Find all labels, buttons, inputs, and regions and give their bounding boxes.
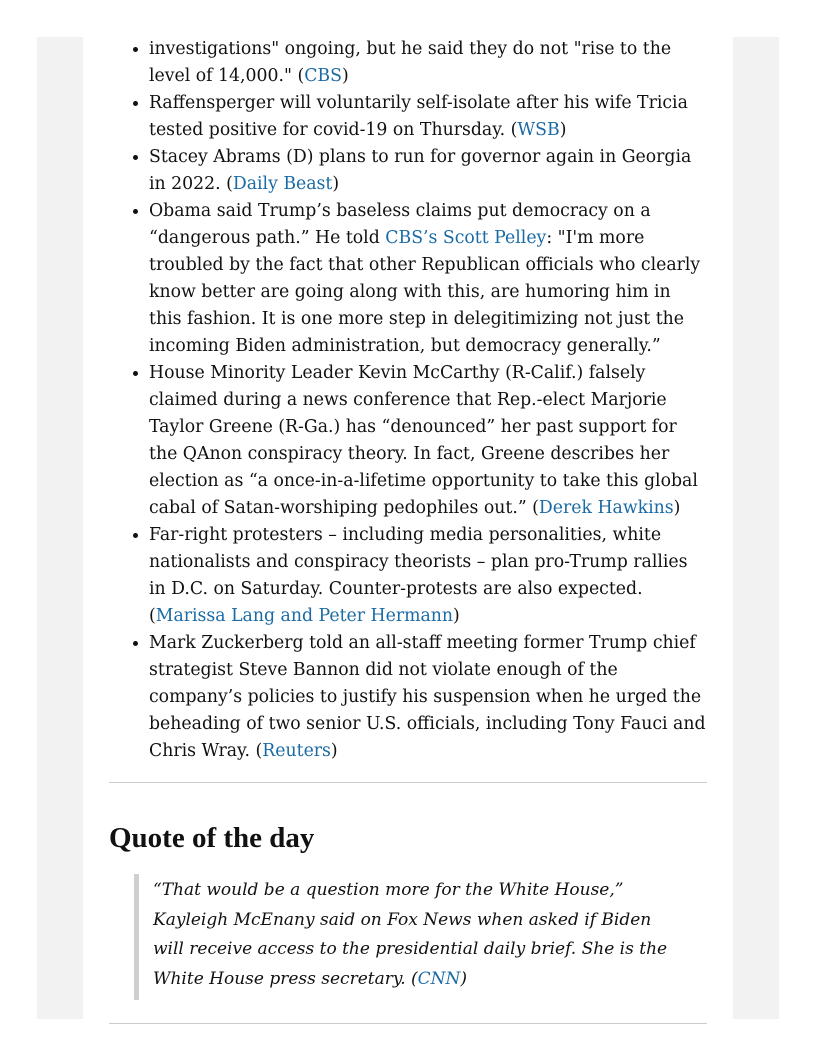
bullet-text: Stacey Abrams (D) plans to run for governor again in Georgia in 2022. ( bbox=[149, 147, 692, 194]
source-link-daily-beast[interactable]: Daily Beast bbox=[232, 174, 333, 194]
source-link-wsb[interactable]: WSB bbox=[517, 120, 560, 140]
quote-section-title: Quote of the day bbox=[109, 822, 315, 854]
list-item bbox=[149, 360, 707, 522]
quote-of-the-day bbox=[134, 874, 673, 1000]
source-link-derek-hawkins[interactable]: Derek Hawkins bbox=[538, 498, 674, 518]
bullet-text: Obama said Trump’s baseless claims put democracy on a “dangerous path.” He told bbox=[149, 201, 651, 248]
list-item bbox=[149, 36, 707, 90]
right-gutter bbox=[733, 37, 779, 1019]
newsletter-body bbox=[109, 36, 707, 1024]
source-link-cbs-scott-pelley[interactable]: CBS’s Scott Pelley bbox=[385, 228, 547, 248]
bullet-text: House Minority Leader Kevin McCarthy (R-Calif.) falsely claimed during a news conference that Rep.-elect Marjorie Taylor Greene (R-Ga.) has “denounced” her past support for the QAnon conspiracy theory. In fact, Greene describes her election as “a once-in-a-lifetime opportunity to take this global cabal of Satan-worshiping pedophiles out.” ( bbox=[149, 363, 698, 518]
list-item bbox=[149, 522, 707, 630]
bullet-text-end: ) bbox=[673, 498, 681, 518]
list-item bbox=[149, 198, 707, 360]
source-link-cbs[interactable]: CBS bbox=[304, 66, 342, 86]
source-link-lang-hermann[interactable]: Marissa Lang and Peter Hermann bbox=[155, 606, 454, 626]
bullet-text: Raffensperger will voluntarily self-isolate after his wife Tricia tested positive for covid-19 on Thursday. ( bbox=[149, 93, 688, 140]
section-divider-bottom bbox=[109, 1023, 707, 1024]
bullet-text-end: ) bbox=[453, 606, 460, 626]
bullet-text-end: ) bbox=[330, 741, 338, 761]
section-divider bbox=[109, 782, 707, 783]
source-link-reuters[interactable]: Reuters bbox=[262, 741, 331, 761]
bullet-text: Far-right protesters – including media personalities, white nationalists and conspiracy theorists – plan pro-Trump rallies in D.C. on Saturday. Counter-protests are also expected. ( bbox=[149, 525, 688, 626]
list-item bbox=[149, 630, 707, 765]
quote-text-end: ) bbox=[460, 968, 468, 989]
bullet-text-end: ) bbox=[341, 66, 349, 86]
list-item bbox=[149, 90, 707, 144]
news-bullet-list bbox=[109, 36, 707, 765]
left-gutter bbox=[37, 37, 83, 1019]
bullet-text-end: ) bbox=[559, 120, 567, 140]
bullet-text: Mark Zuckerberg told an all-staff meeting former Trump chief strategist Steve Bannon did not violate enough of the company’s policies to justify his suspension when he urged the beheading of two senior U.S. officials, including Tony Fauci and Chris Wray. ( bbox=[149, 633, 706, 761]
bullet-text: investigations" ongoing, but he said they do not "rise to the level of 14,000." ( bbox=[149, 39, 672, 86]
bullet-text-end: ) bbox=[332, 174, 340, 194]
list-item bbox=[149, 144, 707, 198]
quote-text: “That would be a question more for the White House,” Kayleigh McEnany said on Fox News when asked if Biden will receive access to the presidential daily brief. She is the White House press secretary. ( bbox=[153, 880, 668, 989]
bullet-text-end: : "I'm more troubled by the fact that other Republican officials who clearly know better are going along with this, are humoring him in this fashion. It is one more step in delegitimizing not just the incoming Biden administration, but democracy generally.” bbox=[149, 228, 701, 356]
source-link-cnn[interactable]: CNN bbox=[417, 968, 461, 989]
